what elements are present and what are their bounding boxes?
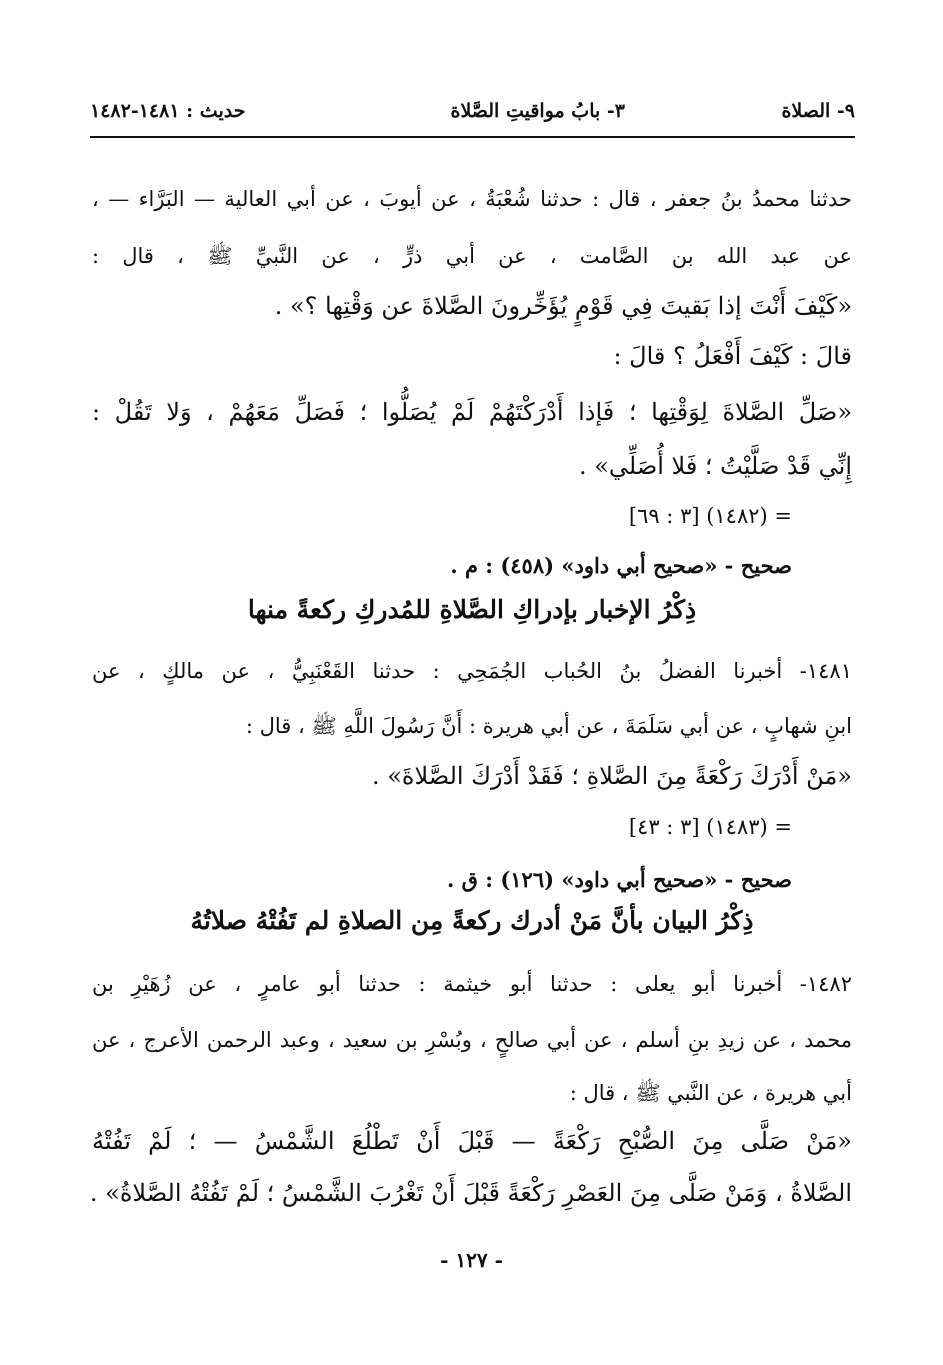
hadith-1482-line: أبي هريرة ، عن النَّبي ﷺ ، قال : — [569, 1081, 852, 1105]
reply-line: قالَ : كَيْفَ أَفْعَلُ ؟ قالَ : — [613, 342, 852, 370]
quote-line: الصَّلاةُ ، وَمَنْ صَلَّى مِنَ العَصْرِ رَكْعَةً قَبْلَ أَنْ تَغْرُبَ الشَّمْسُ ؛ لَمْ تَفُتْهُ الصَّلاةُ» . — [89, 1179, 852, 1207]
hadith-range: حديث : ١٤٨١-١٤٨٢ — [90, 100, 246, 122]
reference-line: = (١٤٨٢) [٣ : ٦٩] — [628, 504, 792, 528]
page-header — [90, 96, 855, 138]
quote-line: «مَنْ صَلَّى مِنَ الصُّبْحِ رَكْعَةً — قَبْلَ أَنْ تَطْلُعَ الشَّمْسُ — ؛ لَمْ تَفُتْهُ — [92, 1127, 852, 1155]
paragraph-line: عن عبد الله بن الصَّامت ، عن أبي ذرٍّ ، عن النَّبيِّ ﷺ ، قال : — [92, 244, 852, 268]
reference-line: = (١٤٨٣) [٣ : ٤٣] — [628, 815, 792, 839]
quote-line: «كَيْفَ أَنْتَ إذا بَقيتَ فِي قَوْمٍ يُؤَخِّرونَ الصَّلاةَ عن وَقْتِها ؟» . — [274, 292, 852, 320]
hadith-1481-line: ابنِ شهابٍ ، عن أبي سَلَمَةَ ، عن أبي هريرة : أَنَّ رَسُولَ اللَّهِ ﷺ ، قال : — [245, 714, 852, 738]
hadith-1482-line: محمد ، عن زيدِ بنِ أسلم ، عن أبي صالحٍ ، وبُسْرِ بن سعيد ، وعبد الرحمن الأعرج ، عن — [92, 1028, 852, 1052]
section-heading: ذِكْرُ الإخبار بإدراكِ الصَّلاةِ للمُدركِ ركعةً منها — [247, 595, 697, 624]
hadith-1481-line: ١٤٨١- أخبرنا الفضلُ بنُ الحُباب الجُمَحِي : حدثنا القَعْنَبِيُّ ، عن مالكٍ ، عن — [92, 659, 852, 683]
chapter-title: ٣- بابُ مواقيتِ الصَّلاة — [450, 100, 625, 122]
page-number: - ١٢٧ - — [440, 1248, 503, 1272]
quote-line: «صَلِّ الصَّلاةَ لِوَقْتِها ؛ فَإذا أَدْرَكْتَهُمْ لَمْ يُصَلُّوا ؛ فَصَلِّ مَعَهُمْ ، وَلا تَقُلْ : — [92, 398, 852, 426]
grading-line: صحيح - «صحيح أبي داود» (١٢٦) : ق . — [447, 867, 792, 892]
section-heading: ذِكْرُ البيان بأنَّ مَنْ أدرك ركعةً مِن الصلاةِ لم تَفُتْهُ صلاتُهُ — [190, 906, 754, 935]
quote-line: «مَنْ أَدْرَكَ رَكْعَةً مِنَ الصَّلاةِ ؛ فَقَدْ أَدْرَكَ الصَّلاةَ» . — [371, 762, 852, 790]
quote-line: إِنِّي قَدْ صَلَّيْتُ ؛ فَلا أُصَلِّي» . — [578, 452, 852, 480]
paragraph-line: حدثنا محمدُ بنُ جعفر ، قال : حدثنا شُعْبَةُ ، عن أيوبَ ، عن أبي العالية — البَرَّاء — ، — [92, 187, 852, 211]
book-title: ٩- الصلاة — [781, 100, 855, 122]
grading-line: صحيح - «صحيح أبي داود» (٤٥٨) : م . — [450, 553, 792, 578]
hadith-1482-line: ١٤٨٢- أخبرنا أبو يعلى : حدثنا أبو خيثمة : حدثنا أبو عامرٍ ، عن زُهَيْرِ بن — [92, 972, 852, 996]
